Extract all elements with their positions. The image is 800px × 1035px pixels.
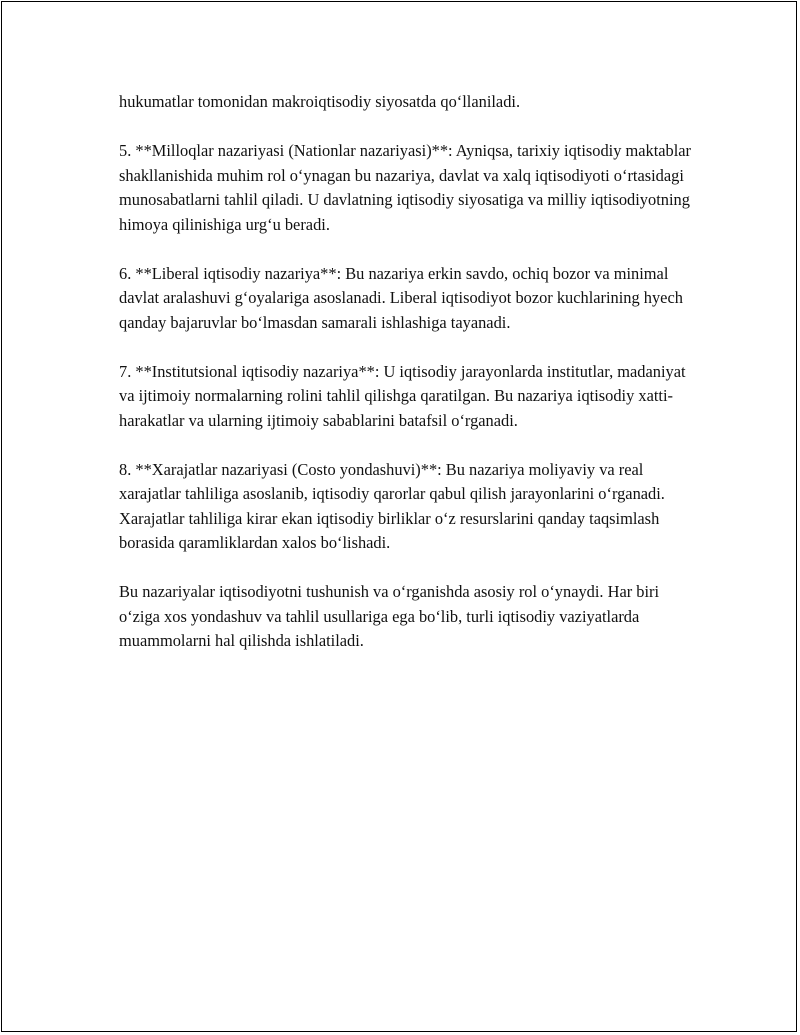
document-page xyxy=(1,1,797,1032)
paragraph-item-5: 5. **Milloqlar nazariyasi (Nationlar nazariyasi)**: Ayniqsa, tarixiy iqtisodiy maktablar shakllanishida muhim rol o‘ynagan bu nazariya, davlat va xalq iqtisodiyoti o‘rtasidagi munosabatlarni tahlil qiladi. U davlatning iqtisodiy siyosatiga va milliy iqtisodiyotning himoya qilinishiga urg‘u beradi. xyxy=(119,141,692,234)
document-body xyxy=(119,90,694,678)
paragraph-item-8: 8. **Xarajatlar nazariyasi (Costo yondashuvi)**: Bu nazariya moliyaviy va real xarajatlar tahliliga asoslanib, iqtisodiy qarorlar qabul qilish jarayonlarini o‘rganadi. Xarajatlar tahliliga kirar ekan iqtisodiy birliklar o‘z resurslarini qanday taqsimlash borasida qaramliklardan xalos bo‘lishadi. xyxy=(119,459,665,552)
paragraph-conclusion: Bu nazariyalar iqtisodiyotni tushunish va o‘rganishda asosiy rol o‘ynaydi. Har biri o‘ziga xos yondashuv va tahlil usullariga ega bo‘lib, turli iqtisodiy vaziyatlarda muammolarni hal qilishda ishlatiladi. xyxy=(119,582,660,650)
paragraph-item-7: 7. **Institutsional iqtisodiy nazariya**: U iqtisodiy jarayonlarda institutlar, madaniyat va ijtimoiy normalarning rolini tahlil qilishga qaratilgan. Bu nazariya iqtisodiy xatti-harakatlar va ularning ijtimoiy sabablarini batafsil o‘rganadi. xyxy=(119,361,686,430)
paragraph-intro-continuation: hukumatlar tomonidan makroiqtisodiy siyosatda qo‘llaniladi. xyxy=(119,92,521,111)
paragraph-item-6: 6. **Liberal iqtisodiy nazariya**: Bu nazariya erkin savdo, ochiq bozor va minimal davlat aralashuvi g‘oyalariga asoslanadi. Liberal iqtisodiyot bozor kuchlarining hyech qanday bajaruvlar bo‘lmasdan samarali ishlashiga tayanadi. xyxy=(119,263,683,332)
